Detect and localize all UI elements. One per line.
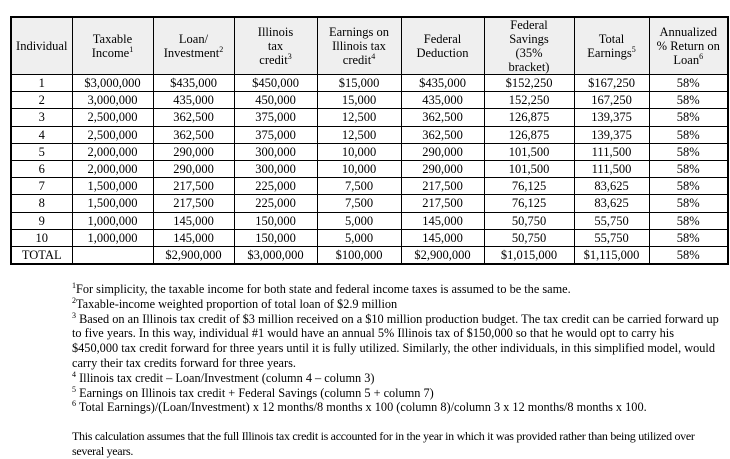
table-cell: 10,000	[317, 143, 401, 160]
table-cell: 126,875	[484, 109, 574, 126]
header-federal-savings: Federal Savings (35% bracket)	[484, 17, 574, 75]
table-cell: 150,000	[234, 229, 317, 246]
table-cell: 362,500	[153, 109, 234, 126]
table-row	[11, 75, 728, 92]
calculation-note: This calculation assumes that the full Illinois tax credit is accounted for in the year in which it was provided rather than being utilized over several years.	[72, 429, 695, 458]
table-cell: 375,000	[234, 126, 317, 143]
header-individual: Individual	[11, 17, 72, 75]
table-cell: $450,000	[234, 75, 317, 92]
table-cell: 362,500	[153, 126, 234, 143]
table-cell: 290,000	[401, 160, 484, 177]
table-cell	[72, 246, 153, 264]
table-cell: $1,115,000	[574, 246, 649, 264]
table-cell: $167,250	[574, 75, 649, 92]
table-cell: 58%	[649, 143, 728, 160]
table-cell: 362,500	[401, 126, 484, 143]
table-cell: 83,625	[574, 195, 649, 212]
table-row	[11, 195, 728, 212]
table-cell: 5	[11, 143, 72, 160]
table-cell: 300,000	[234, 143, 317, 160]
table-cell: 290,000	[153, 160, 234, 177]
table-cell: $15,000	[317, 75, 401, 92]
table-row	[11, 126, 728, 143]
returns-table	[10, 16, 729, 265]
table-cell: 1,000,000	[72, 212, 153, 229]
table-cell: 3,000,000	[72, 92, 153, 109]
table-cell: 12,500	[317, 109, 401, 126]
table-cell: 4	[11, 126, 72, 143]
table-cell: $3,000,000	[72, 75, 153, 92]
table-cell: 10	[11, 229, 72, 246]
table-cell: $435,000	[401, 75, 484, 92]
table-cell: 1	[11, 75, 72, 92]
table-cell: 8	[11, 195, 72, 212]
table-cell: 2,000,000	[72, 143, 153, 160]
table-cell: 101,500	[484, 143, 574, 160]
table-cell: 58%	[649, 178, 728, 195]
footnote-5: $^5$ Earnings on Illinois tax credit + Federal Savings (column 5 + column 7)	[72, 384, 434, 400]
table-cell: 145,000	[153, 229, 234, 246]
table-cell: 362,500	[401, 109, 484, 126]
table-cell: $435,000	[153, 75, 234, 92]
table-row	[11, 212, 728, 229]
table-cell: 2	[11, 92, 72, 109]
table-row	[11, 92, 728, 109]
table-cell: 167,250	[574, 92, 649, 109]
footnote-4: $^4$ Illinois tax credit – Loan/Investment (column 4 – column 3)	[72, 369, 375, 385]
footnote-3: $^3$ Based on an Illinois tax credit of $3 million received on a $10 million production budget. The tax credit can be carried forward up to five years. In this way, individual #1 would have an annual 5% Illinois tax of $150,000 so that he would opt to carry his $450,000 tax credit forward for three years until it is fully utilized. Similarly, the other individuals, in this simplified model, would carry their tax credits forward for three years.	[72, 310, 719, 370]
table-cell: 290,000	[401, 143, 484, 160]
header-annualized-return: Annualized % Return on Loan$^6$	[649, 17, 728, 75]
header-federal-deduction: Federal Deduction	[401, 17, 484, 75]
table-cell: 111,500	[574, 160, 649, 177]
table-cell: 58%	[649, 160, 728, 177]
table-cell: 76,125	[484, 195, 574, 212]
table-cell: 7,500	[317, 195, 401, 212]
table-cell: 5,000	[317, 212, 401, 229]
table-cell: 150,000	[234, 212, 317, 229]
table-cell: 55,750	[574, 229, 649, 246]
table-row	[11, 143, 728, 160]
table-cell: 58%	[649, 195, 728, 212]
footnote-6: $^6$ Total Earnings)/(Loan/Investment) x 12 months/8 months x 100 (column 8)/column 3 x 12 months/8 months x 100.	[72, 399, 647, 415]
table-cell: 217,500	[401, 195, 484, 212]
table-cell: 126,875	[484, 126, 574, 143]
table-cell: 145,000	[401, 229, 484, 246]
table-cell: 152,250	[484, 92, 574, 109]
table-cell: 5,000	[317, 229, 401, 246]
table-cell: 225,000	[234, 195, 317, 212]
table-cell: 450,000	[234, 92, 317, 109]
table-cell: 145,000	[153, 212, 234, 229]
table-body	[11, 75, 728, 265]
table-row	[11, 160, 728, 177]
table-cell: 290,000	[153, 143, 234, 160]
table-cell: 101,500	[484, 160, 574, 177]
header-row	[11, 17, 728, 75]
table-cell: 111,500	[574, 143, 649, 160]
table-cell: TOTAL	[11, 246, 72, 264]
table-row	[11, 109, 728, 126]
table-cell: 3	[11, 109, 72, 126]
footnotes	[72, 282, 722, 459]
table-cell: 12,500	[317, 126, 401, 143]
table-cell: 2,500,000	[72, 109, 153, 126]
table-cell: 9	[11, 212, 72, 229]
table-row	[11, 229, 728, 246]
total-row	[11, 246, 728, 264]
table-cell: 1,000,000	[72, 229, 153, 246]
table-cell: 139,375	[574, 126, 649, 143]
header-loan-investment: Loan/ Investment$^2$	[153, 17, 234, 75]
table-cell: 2,000,000	[72, 160, 153, 177]
footnote-1: $^1$For simplicity, the taxable income for both state and federal income taxes is assumed to be the same.	[72, 281, 571, 296]
table-cell: 217,500	[153, 178, 234, 195]
table-cell: $100,000	[317, 246, 401, 264]
table-cell: 217,500	[153, 195, 234, 212]
table-cell: 375,000	[234, 109, 317, 126]
table-cell: 58%	[649, 75, 728, 92]
table-cell: 58%	[649, 212, 728, 229]
header-earnings-on-credit: Earnings on Illinois tax credit$^4$	[317, 17, 401, 75]
table-cell: 58%	[649, 246, 728, 264]
table-cell: 50,750	[484, 212, 574, 229]
table-row	[11, 178, 728, 195]
table-cell: 10,000	[317, 160, 401, 177]
table-cell: 15,000	[317, 92, 401, 109]
table-cell: 58%	[649, 92, 728, 109]
table-cell: 225,000	[234, 178, 317, 195]
table-cell: 7	[11, 178, 72, 195]
table-cell: 435,000	[153, 92, 234, 109]
table-cell: $2,900,000	[153, 246, 234, 264]
table-cell: 58%	[649, 229, 728, 246]
table-cell: 58%	[649, 126, 728, 143]
table-cell: 217,500	[401, 178, 484, 195]
returns-table-container	[10, 16, 729, 265]
table-cell: $3,000,000	[234, 246, 317, 264]
table-cell: 435,000	[401, 92, 484, 109]
table-cell: $1,015,000	[484, 246, 574, 264]
table-cell: 83,625	[574, 178, 649, 195]
table-cell: 1,500,000	[72, 195, 153, 212]
table-cell: 76,125	[484, 178, 574, 195]
table-cell: 58%	[649, 109, 728, 126]
table-cell: 50,750	[484, 229, 574, 246]
table-cell: 6	[11, 160, 72, 177]
table-cell: 145,000	[401, 212, 484, 229]
table-cell: 1,500,000	[72, 178, 153, 195]
table-cell: 2,500,000	[72, 126, 153, 143]
table-cell: 300,000	[234, 160, 317, 177]
table-cell: 7,500	[317, 178, 401, 195]
header-total-earnings: Total Earnings$^5$	[574, 17, 649, 75]
table-cell: $152,250	[484, 75, 574, 92]
header-taxable-income: Taxable Income$^1$	[72, 17, 153, 75]
table-cell: 139,375	[574, 109, 649, 126]
table-cell: 55,750	[574, 212, 649, 229]
footnote-2: $^2$Taxable-income weighted proportion of total loan of $2.9 million	[72, 295, 398, 311]
header-illinois-tax-credit: Illinois tax credit$^3$	[234, 17, 317, 75]
table-cell: $2,900,000	[401, 246, 484, 264]
